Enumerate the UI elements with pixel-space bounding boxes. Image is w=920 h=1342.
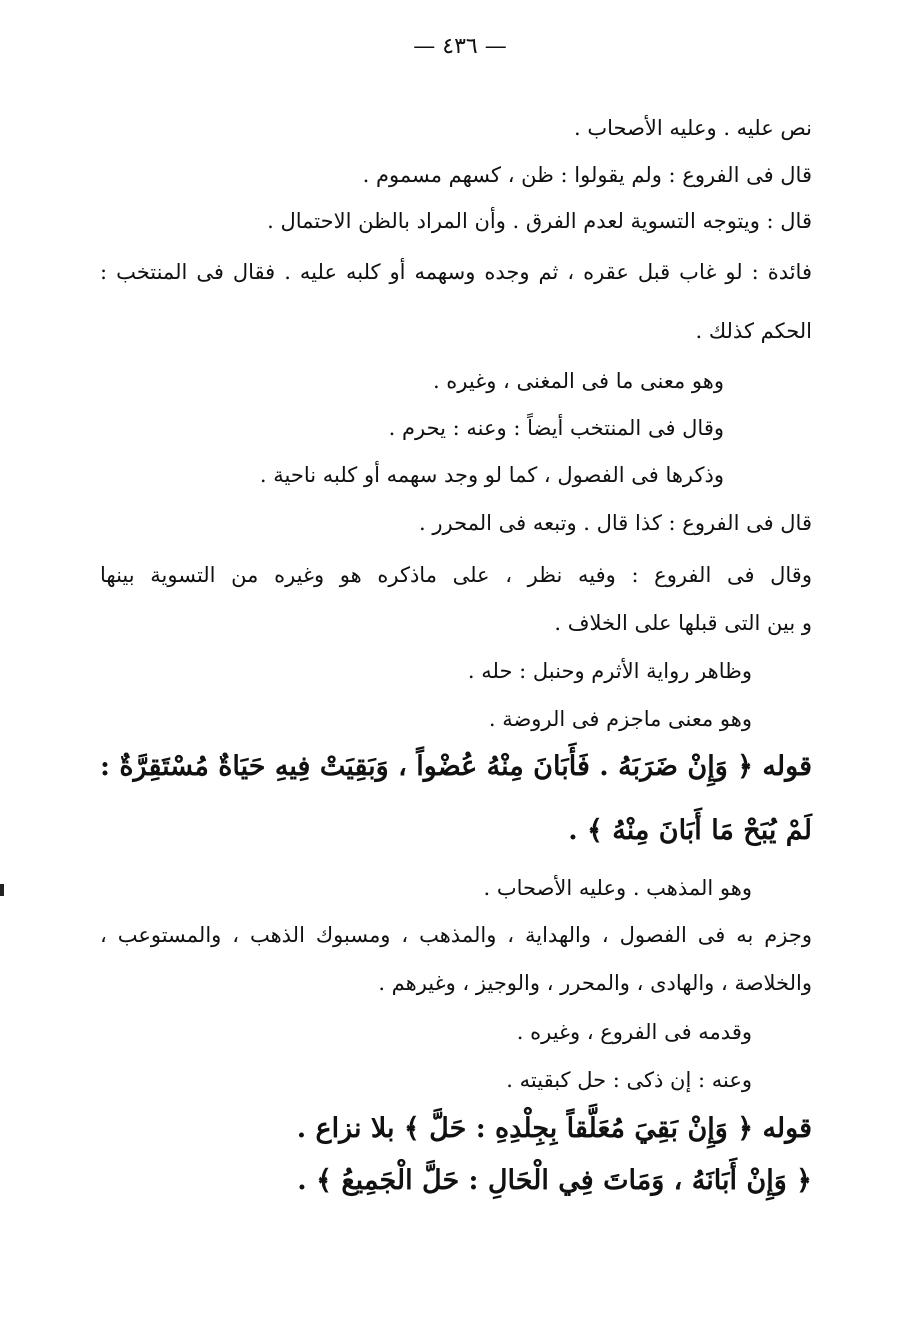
text-line: الحكم كذلك . (695, 319, 812, 343)
quoted-text-line: ﴿ وَإِنْ أَبَانَهُ ، وَمَاتَ فِي الْحَالِ : حَلَّ الْجَمِيعُ ﴾ . (297, 1165, 812, 1196)
quoted-text-line: قوله ﴿ وَإِنْ ضَرَبَهُ . فَأَبَانَ مِنْهُ عُضْواً ، وَبَقِيَتْ فِيهِ حَيَاةٌ مُسْتَقِرَّةٌ : (100, 751, 812, 782)
quoted-text-line: قوله ﴿ وَإِنْ بَقِيَ مُعَلَّقاً بِجِلْدِهِ : حَلَّ ﴾ بلا نزاع . (296, 1113, 812, 1144)
text-line: وهو معنى ما فى المغنى ، وغيره . (432, 369, 724, 393)
quoted-text-line: لَمْ يُبَحْ مَا أَبَانَ مِنْهُ ﴾ . (568, 815, 812, 846)
scan-edge-mark (0, 884, 4, 896)
text-line: وجزم به فى الفصول ، والهداية ، والمذهب ، ومسبوك الذهب ، والمستوعب ، (100, 923, 812, 947)
text-line: نص عليه . وعليه الأصحاب . (574, 116, 812, 140)
text-line: و بين التى قبلها على الخلاف . (554, 611, 812, 635)
text-line: وقدمه فى الفروع ، وغيره . (516, 1020, 752, 1044)
text-line: وهو المذهب . وعليه الأصحاب . (483, 876, 752, 900)
text-line: وهو معنى ماجزم فى الروضة . (488, 707, 752, 731)
text-line: قال فى الفروع : كذا قال . وتبعه فى المحرر . (419, 511, 812, 535)
text-line: فائدة : لو غاب قبل عقره ، ثم وجده وسهمه أو كلبه عليه . فقال فى المنتخب : (100, 260, 812, 284)
text-line: وظاهر رواية الأثرم وحنبل : حله . (467, 659, 752, 683)
text-line: قال فى الفروع : ولم يقولوا : ظن ، كسهم مسموم . (362, 163, 812, 187)
text-line: وعنه : إن ذكى : حل كبقيته . (506, 1068, 752, 1092)
page-number: — ٤٣٦ — (413, 34, 507, 59)
text-line: وقال فى الفروع : وفيه نظر ، على ماذكره هو وغيره من التسوية بينها (100, 563, 812, 587)
text-line: والخلاصة ، والهادى ، والمحرر ، والوجيز ، وغيرهم . (378, 971, 812, 995)
text-line: وقال فى المنتخب أيضاً : وعنه : يحرم . (388, 416, 724, 440)
text-line: قال : ويتوجه التسوية لعدم الفرق . وأن المراد بالظن الاحتمال . (267, 209, 812, 233)
text-line: وذكرها فى الفصول ، كما لو وجد سهمه أو كلبه ناحية . (259, 463, 724, 487)
